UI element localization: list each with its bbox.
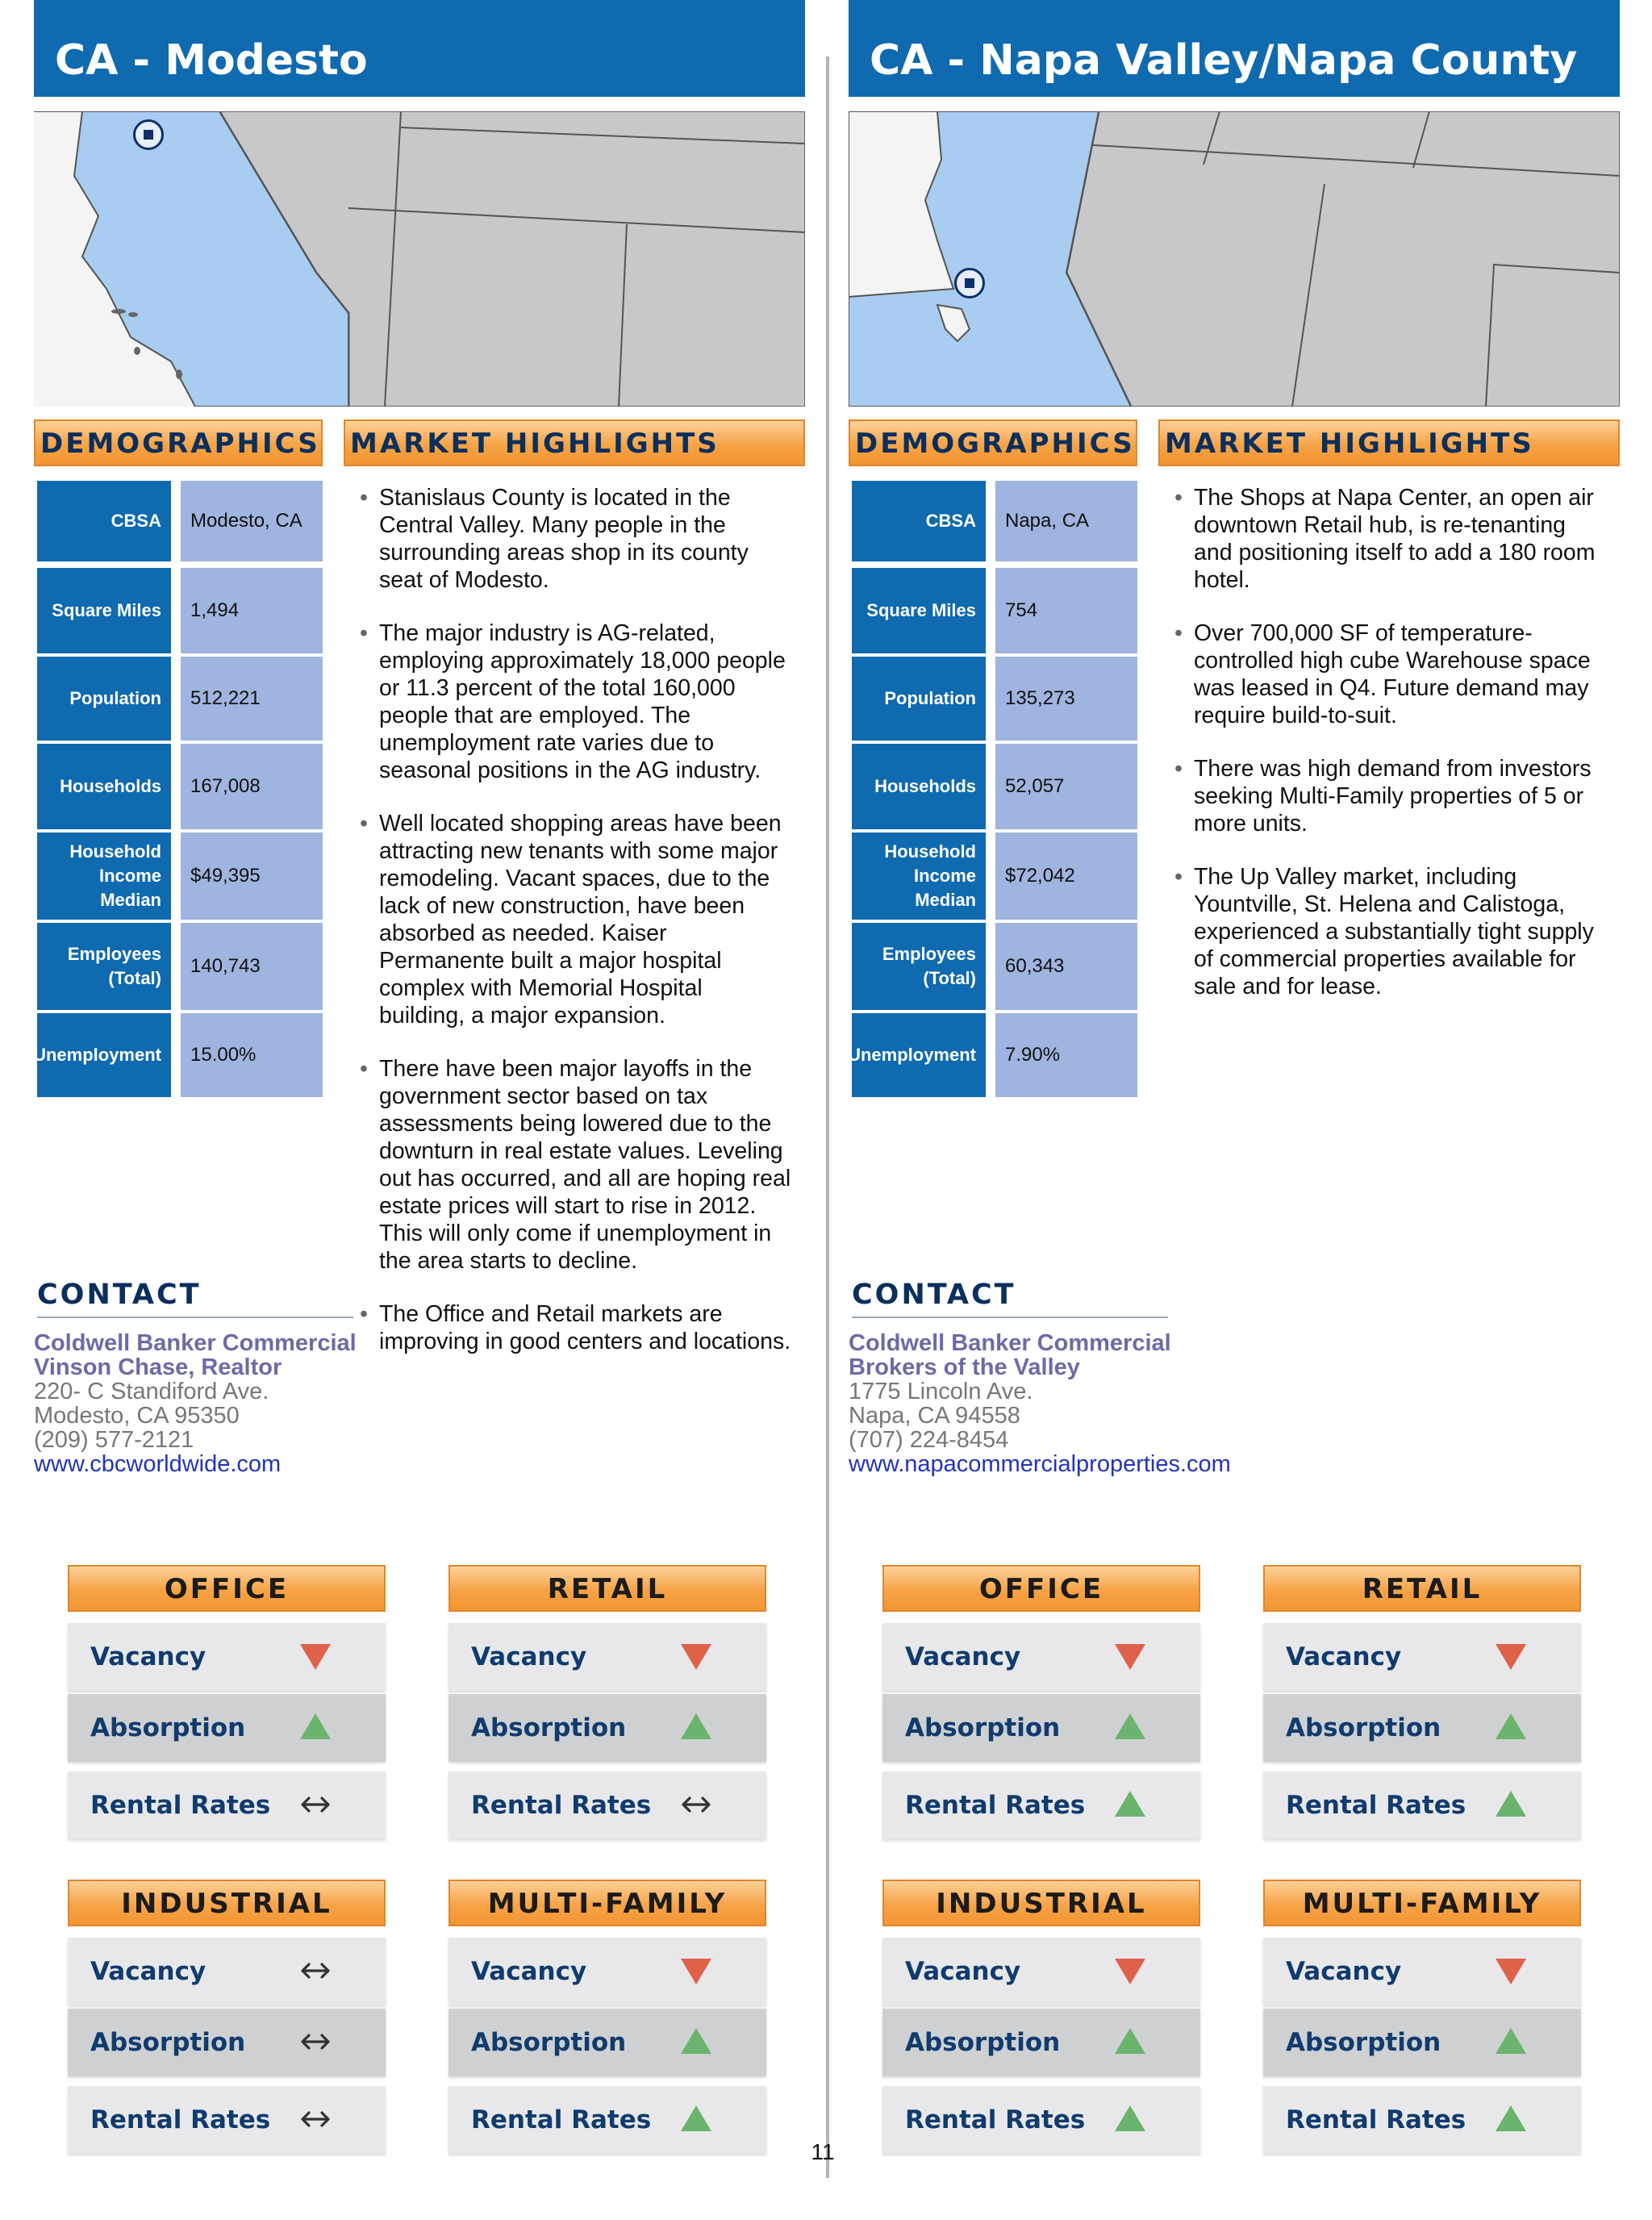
demographics-label: Employees (Total) <box>37 923 171 1010</box>
contact-agent: Brokers of the Valley <box>849 1354 1080 1380</box>
indicator-label: Vacancy <box>471 1957 587 1986</box>
demographics-value: 60,343 <box>995 923 1137 1010</box>
trend-up-icon <box>678 2023 715 2060</box>
location-marker-icon <box>133 119 164 150</box>
indicator-label: Absorption <box>905 1713 1061 1742</box>
indicator-label: Absorption <box>1286 2028 1441 2057</box>
indicator-label: Vacancy <box>90 1642 206 1671</box>
demographics-label: Households <box>37 744 171 829</box>
indicator-row <box>448 1623 766 1691</box>
modesto-column <box>34 0 805 2220</box>
indicator-row <box>1263 2009 1581 2076</box>
indicator-row <box>448 1938 766 2005</box>
trend-flat-icon <box>297 2023 334 2060</box>
indicator-label: Vacancy <box>1286 1642 1402 1671</box>
demographics-value: 135,273 <box>995 657 1137 741</box>
indicator-label: Rental Rates <box>90 2105 271 2134</box>
indicator-label: Vacancy <box>1286 1957 1402 1986</box>
location-marker-icon <box>954 268 985 298</box>
market-highlight-item: • The major industry is AG-related, employing approximately 18,000 people or 11.3 percent of the total 160,000 people that are employed. The unemployment rate varies due to seasonal positions in the AG industry. <box>358 620 794 784</box>
demographics-row <box>37 832 323 920</box>
indicator-row <box>68 1623 386 1691</box>
trend-up-icon <box>678 1709 715 1746</box>
indicator-label: Absorption <box>905 2028 1061 2057</box>
trend-down-icon <box>1492 1638 1529 1675</box>
california-map-napa <box>849 111 1620 407</box>
indicator-row <box>882 1771 1200 1839</box>
trend-up-icon <box>1492 1709 1529 1746</box>
indicator-row <box>882 1623 1200 1691</box>
trend-up-icon <box>1112 2101 1149 2138</box>
trend-up-icon <box>1112 2023 1149 2060</box>
indicator-label: Rental Rates <box>471 2105 652 2134</box>
indicator-card-title: MULTI-FAMILY <box>1263 1880 1581 1926</box>
trend-up-icon <box>1492 1786 1529 1823</box>
market-highlight-item: • Well located shopping areas have been attracting new tenants with some major remodeling. Vacant spaces, due to the lack of new construction, have been absorbed as needed. Kaiser Permanente built a major hospital complex with Memorial Hospital building, a major expansion. <box>358 810 794 1029</box>
demographics-value: $49,395 <box>181 832 323 920</box>
demographics-label: CBSA <box>37 481 171 561</box>
indicator-label: Rental Rates <box>90 1791 271 1820</box>
trend-down-icon <box>678 1638 715 1675</box>
indicator-label: Rental Rates <box>905 1791 1086 1820</box>
contact-city: Modesto, CA 95350 <box>34 1403 240 1429</box>
demographics-row <box>37 923 323 1010</box>
contact-website-link[interactable]: www.cbcworldwide.com <box>34 1451 282 1477</box>
market-highlight-item: • There was high demand from investors seeking Multi-Family properties of 5 or more units. <box>1173 755 1608 837</box>
indicator-card-title: INDUSTRIAL <box>68 1880 386 1926</box>
market-highlight-item: • Stanislaus County is located in the Central Valley. Many people in the surrounding areas shop in its county seat of Modesto. <box>358 484 794 594</box>
indicator-label: Absorption <box>90 2028 246 2057</box>
page-number: 11 <box>811 2139 835 2164</box>
trend-up-icon <box>1492 2023 1529 2060</box>
indicator-row <box>1263 1623 1581 1691</box>
indicator-label: Vacancy <box>905 1642 1021 1671</box>
indicator-label: Vacancy <box>905 1957 1021 1986</box>
market-highlight-item: • The Up Valley market, including Yountville, St. Helena and Calistoga, experienced a substantially tight supply of commercial properties available for sale and for lease. <box>1173 863 1608 1000</box>
demographics-label: Households <box>852 744 986 829</box>
contact-block <box>849 1331 1300 1476</box>
contact-firm: Coldwell Banker Commercial <box>34 1330 357 1356</box>
indicator-row <box>1263 2086 1581 2154</box>
trend-up-icon <box>1112 1709 1149 1746</box>
demographics-row <box>33 1013 323 1097</box>
trend-up-icon <box>1492 2101 1529 2138</box>
demographics-label: Employees (Total) <box>852 923 986 1010</box>
napa-column <box>849 0 1620 2220</box>
demographics-header: DEMOGRAPHICS <box>849 419 1137 466</box>
indicator-row <box>68 2086 386 2154</box>
trend-down-icon <box>1112 1638 1149 1675</box>
indicator-row <box>882 1694 1200 1762</box>
indicator-label: Rental Rates <box>1286 2105 1466 2134</box>
indicator-label: Rental Rates <box>905 2105 1086 2134</box>
indicator-label: Rental Rates <box>1286 1791 1466 1820</box>
trend-up-icon <box>297 1709 334 1746</box>
demographics-label: Square Miles <box>37 568 171 653</box>
market-highlights-list <box>1173 484 1608 1026</box>
contact-header: CONTACT <box>852 1273 1168 1318</box>
indicator-row <box>448 2086 766 2154</box>
column-divider <box>826 56 829 2178</box>
indicator-label: Absorption <box>90 1713 246 1742</box>
indicator-card-title: INDUSTRIAL <box>882 1880 1200 1926</box>
market-highlights-header: MARKET HIGHLIGHTS <box>344 419 805 466</box>
indicator-card-title: RETAIL <box>448 1565 766 1612</box>
demographics-row <box>37 568 323 653</box>
demographics-label: Population <box>852 657 986 741</box>
demographics-value: 1,494 <box>181 568 323 653</box>
indicator-label: Vacancy <box>90 1957 206 1986</box>
indicator-row <box>1263 1694 1581 1762</box>
market-highlight-item: • The Shops at Napa Center, an open air downtown Retail hub, is re-tenanting and positioning itself to add a 180 room hotel. <box>1173 484 1608 594</box>
indicator-row <box>882 1938 1200 2005</box>
indicator-row <box>882 2009 1200 2076</box>
demographics-value: 754 <box>995 568 1137 653</box>
indicator-label: Rental Rates <box>471 1791 652 1820</box>
contact-city: Napa, CA 94558 <box>849 1403 1020 1429</box>
demographics-row <box>848 1013 1137 1097</box>
trend-down-icon <box>678 1952 715 1989</box>
demographics-label: Unemployment <box>37 1013 171 1097</box>
demographics-value: 15.00% <box>181 1013 323 1097</box>
page-title: CA - Modesto <box>34 0 805 97</box>
contact-phone: (707) 224-8454 <box>849 1427 1009 1453</box>
contact-header: CONTACT <box>37 1273 353 1318</box>
california-map-modesto <box>34 111 805 407</box>
demographics-label: Household Income Median <box>37 832 171 920</box>
market-highlight-item: • Over 700,000 SF of temperature-controlled high cube Warehouse space was leased in Q4. Future demand may require build-to-suit. <box>1173 620 1608 729</box>
indicator-row <box>68 2009 386 2076</box>
trend-up-icon <box>678 2101 715 2138</box>
trend-down-icon <box>297 1638 334 1675</box>
demographics-value: 7.90% <box>995 1013 1137 1097</box>
demographics-row <box>852 657 1137 741</box>
indicator-row <box>448 1694 766 1762</box>
indicator-card-title: OFFICE <box>68 1565 386 1612</box>
trend-up-icon <box>1112 1786 1149 1823</box>
contact-phone: (209) 577-2121 <box>34 1427 194 1453</box>
demographics-value: 140,743 <box>181 923 323 1010</box>
indicator-card-title: MULTI-FAMILY <box>448 1880 766 1926</box>
demographics-value: 512,221 <box>181 657 323 741</box>
contact-block <box>34 1331 486 1476</box>
trend-down-icon <box>1492 1952 1529 1989</box>
trend-down-icon <box>1112 1952 1149 1989</box>
indicator-label: Absorption <box>1286 1713 1441 1742</box>
market-highlight-item: • The Office and Retail markets are improving in good centers and locations. <box>358 1300 794 1355</box>
demographics-header: DEMOGRAPHICS <box>34 419 323 466</box>
demographics-row <box>37 481 323 561</box>
demographics-value: Modesto, CA <box>181 481 323 561</box>
indicator-row <box>1263 1938 1581 2005</box>
page-title: CA - Napa Valley/Napa County <box>849 0 1620 97</box>
indicator-card-title: RETAIL <box>1263 1565 1581 1612</box>
demographics-row <box>37 657 323 741</box>
indicator-row <box>448 2009 766 2076</box>
demographics-row <box>852 481 1137 561</box>
demographics-label: CBSA <box>852 481 986 561</box>
indicator-row <box>68 1771 386 1839</box>
indicator-row <box>882 2086 1200 2154</box>
contact-agent: Vinson Chase, Realtor <box>34 1354 282 1380</box>
indicator-label: Absorption <box>471 2028 627 2057</box>
demographics-row <box>852 832 1137 920</box>
demographics-value: $72,042 <box>995 832 1137 920</box>
trend-flat-icon <box>678 1786 715 1823</box>
demographics-row <box>852 923 1137 1010</box>
demographics-row <box>37 744 323 829</box>
indicator-row <box>68 1938 386 2005</box>
demographics-row <box>852 744 1137 829</box>
demographics-value: Napa, CA <box>995 481 1137 561</box>
demographics-row <box>852 568 1137 653</box>
demographics-label: Square Miles <box>852 568 986 653</box>
demographics-label: Unemployment <box>852 1013 986 1097</box>
indicator-row <box>68 1694 386 1762</box>
demographics-label: Household Income Median <box>852 832 986 920</box>
trend-flat-icon <box>297 1952 334 1989</box>
indicator-label: Vacancy <box>471 1642 587 1671</box>
trend-flat-icon <box>297 2101 334 2138</box>
indicator-label: Absorption <box>471 1713 627 1742</box>
indicator-row <box>448 1771 766 1839</box>
trend-flat-icon <box>297 1786 334 1823</box>
demographics-label: Population <box>37 657 171 741</box>
market-highlights-list <box>358 484 794 1381</box>
indicator-row <box>1263 1771 1581 1839</box>
indicator-card-title: OFFICE <box>882 1565 1200 1612</box>
contact-street: 220- C Standiford Ave. <box>34 1379 269 1404</box>
market-highlights-header: MARKET HIGHLIGHTS <box>1158 419 1620 466</box>
contact-website-link[interactable]: www.napacommercialproperties.com <box>849 1451 1231 1477</box>
demographics-value: 167,008 <box>181 744 323 829</box>
contact-street: 1775 Lincoln Ave. <box>849 1379 1033 1404</box>
contact-firm: Coldwell Banker Commercial <box>849 1330 1171 1356</box>
demographics-value: 52,057 <box>995 744 1137 829</box>
market-highlight-item: • There have been major layoffs in the government sector based on tax assessments being lowered due to the downturn in real estate values. Leveling out has occurred, and all are hoping real estate prices will start to rise in 2012. This will only come if unemployment in the area starts to decline. <box>358 1055 794 1275</box>
